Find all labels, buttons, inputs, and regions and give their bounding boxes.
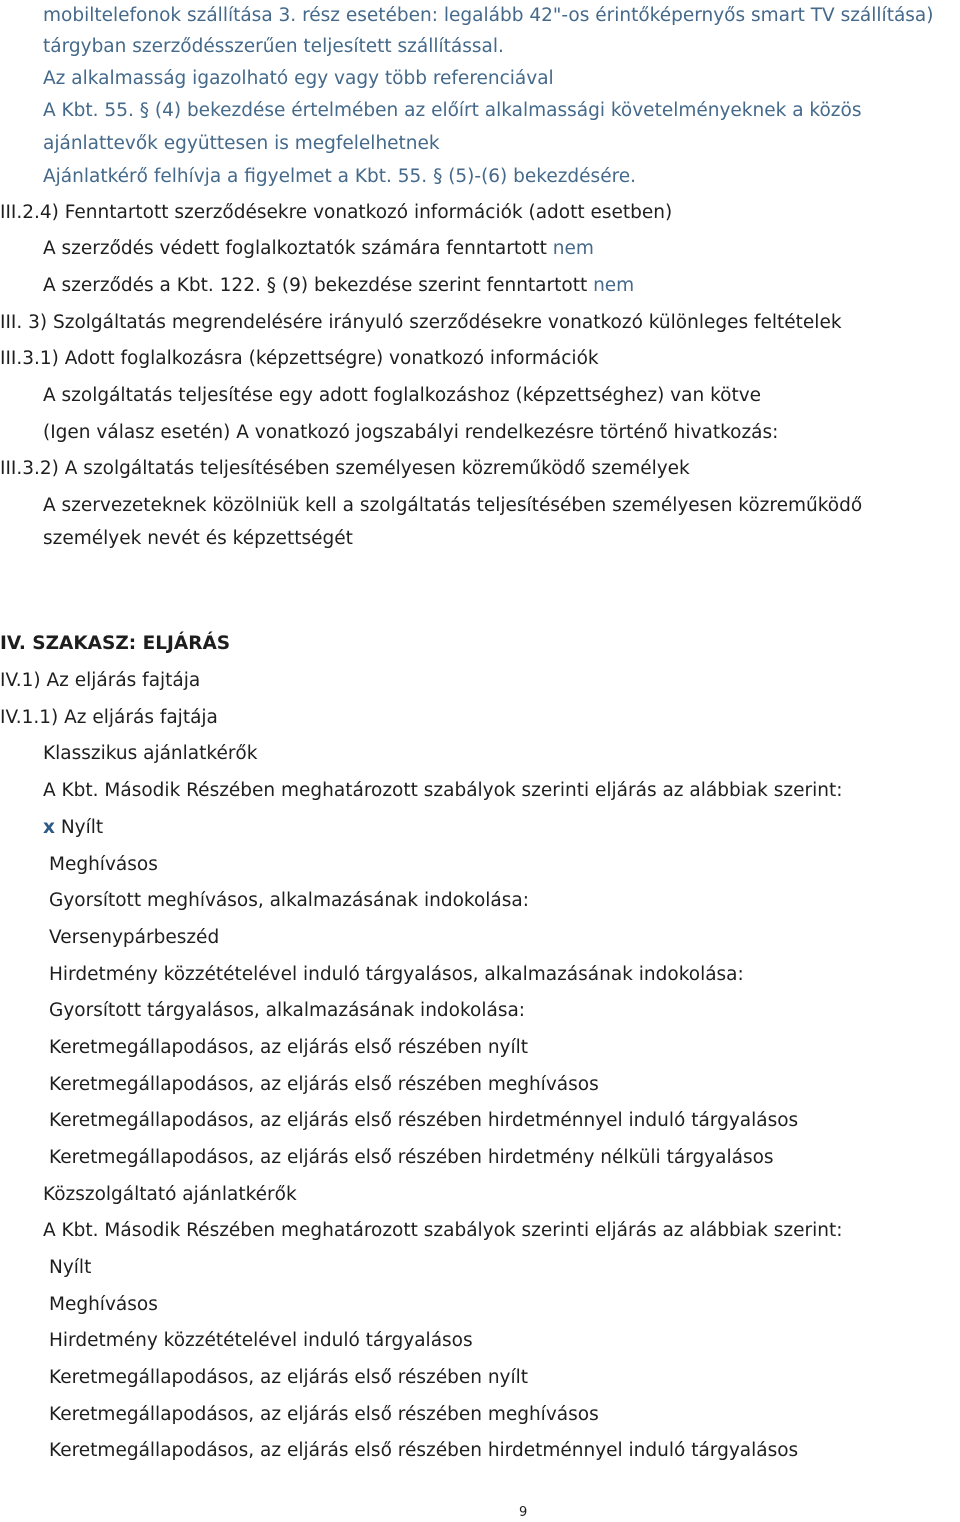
option-label: Nyílt	[54, 817, 104, 838]
text-line: személyek nevét és képzettségét	[43, 528, 353, 549]
text-line: Közszolgáltató ajánlatkérők	[43, 1184, 297, 1205]
label-text: A szerződés védett foglalkoztatók számára fenntartott	[43, 238, 553, 259]
text-line: A Kbt. 55. § (4) bekezdése értelmében az előírt alkalmassági követelményeknek a közös	[43, 100, 862, 121]
text-line: Az alkalmasság igazolható egy vagy több referenciával	[43, 68, 554, 89]
option-item: Keretmegállapodásos, az eljárás első részében hirdetménnyel induló tárgyalásos	[49, 1110, 799, 1131]
text-line: A szervezeteknek közölniük kell a szolgáltatás teljesítésében személyesen közreműködő	[43, 495, 863, 516]
section-heading: IV.1.1) Az eljárás fajtája	[0, 707, 218, 728]
option-item: Nyílt	[49, 1257, 92, 1278]
option-item: Keretmegállapodásos, az eljárás első részében hirdetménnyel induló tárgyalásos	[49, 1440, 799, 1461]
section-heading: III.2.4) Fenntartott szerződésekre vonatkozó információk (adott esetben)	[0, 202, 673, 223]
text-line: tárgyban szerződésszerűen teljesített szállítással.	[43, 36, 504, 57]
text-line: A Kbt. Második Részében meghatározott szabályok szerinti eljárás az alábbiak szerint:	[43, 1220, 843, 1241]
text-line	[43, 236, 594, 262]
option-item: Hirdetmény közzétételével induló tárgyalásos, alkalmazásának indokolása:	[49, 964, 744, 985]
text-line: Klasszikus ajánlatkérők	[43, 743, 258, 764]
answer-value: nem	[552, 238, 594, 259]
option-item: Hirdetmény közzétételével induló tárgyalásos	[49, 1330, 473, 1351]
option-item: Keretmegállapodásos, az eljárás első részében nyílt	[49, 1367, 529, 1388]
main-section-title: IV. SZAKASZ: ELJÁRÁS	[0, 633, 231, 654]
selection-mark: x	[43, 817, 55, 838]
option-item: Meghívásos	[49, 854, 158, 875]
page-number: 9	[519, 1505, 528, 1520]
section-heading: III.3.2) A szolgáltatás teljesítésében személyesen közreműködő személyek	[0, 458, 690, 479]
text-line	[43, 273, 634, 299]
option-item: Meghívásos	[49, 1294, 158, 1315]
section-heading: III.3.1) Adott foglalkozásra (képzettségre) vonatkozó információk	[0, 348, 599, 369]
section-heading: III. 3) Szolgáltatás megrendelésére irányuló szerződésekre vonatkozó különleges feltételek	[0, 312, 842, 333]
text-line: A szolgáltatás teljesítése egy adott foglalkozáshoz (képzettséghez) van kötve	[43, 385, 762, 406]
option-item: Gyorsított tárgyalásos, alkalmazásának indokolása:	[49, 1000, 526, 1021]
section-heading: IV.1) Az eljárás fajtája	[0, 670, 201, 691]
option-item-selected	[43, 815, 103, 841]
text-line: mobiltelefonok szállítása 3. rész esetében: legalább 42"-os érintőképernyős smart TV szállítása)	[43, 5, 934, 26]
text-line: A Kbt. Második Részében meghatározott szabályok szerinti eljárás az alábbiak szerint:	[43, 780, 843, 801]
option-item: Gyorsított meghívásos, alkalmazásának indokolása:	[49, 890, 529, 911]
option-item: Keretmegállapodásos, az eljárás első részében meghívásos	[49, 1404, 599, 1425]
option-item: Keretmegállapodásos, az eljárás első részében hirdetmény nélküli tárgyalásos	[49, 1147, 774, 1168]
option-item: Keretmegállapodásos, az eljárás első részében meghívásos	[49, 1074, 599, 1095]
text-line: ajánlattevők együttesen is megfelelhetnek	[43, 133, 440, 154]
option-item: Versenypárbeszéd	[49, 927, 220, 948]
label-text: A szerződés a Kbt. 122. § (9) bekezdése szerint fenntartott	[43, 275, 594, 296]
option-item: Keretmegállapodásos, az eljárás első részében nyílt	[49, 1037, 529, 1058]
text-line: (Igen válasz esetén) A vonatkozó jogszabályi rendelkezésre történő hivatkozás:	[43, 422, 779, 443]
text-line: Ajánlatkérő felhívja a figyelmet a Kbt. 55. § (5)-(6) bekezdésére.	[43, 166, 637, 187]
answer-value: nem	[593, 275, 635, 296]
